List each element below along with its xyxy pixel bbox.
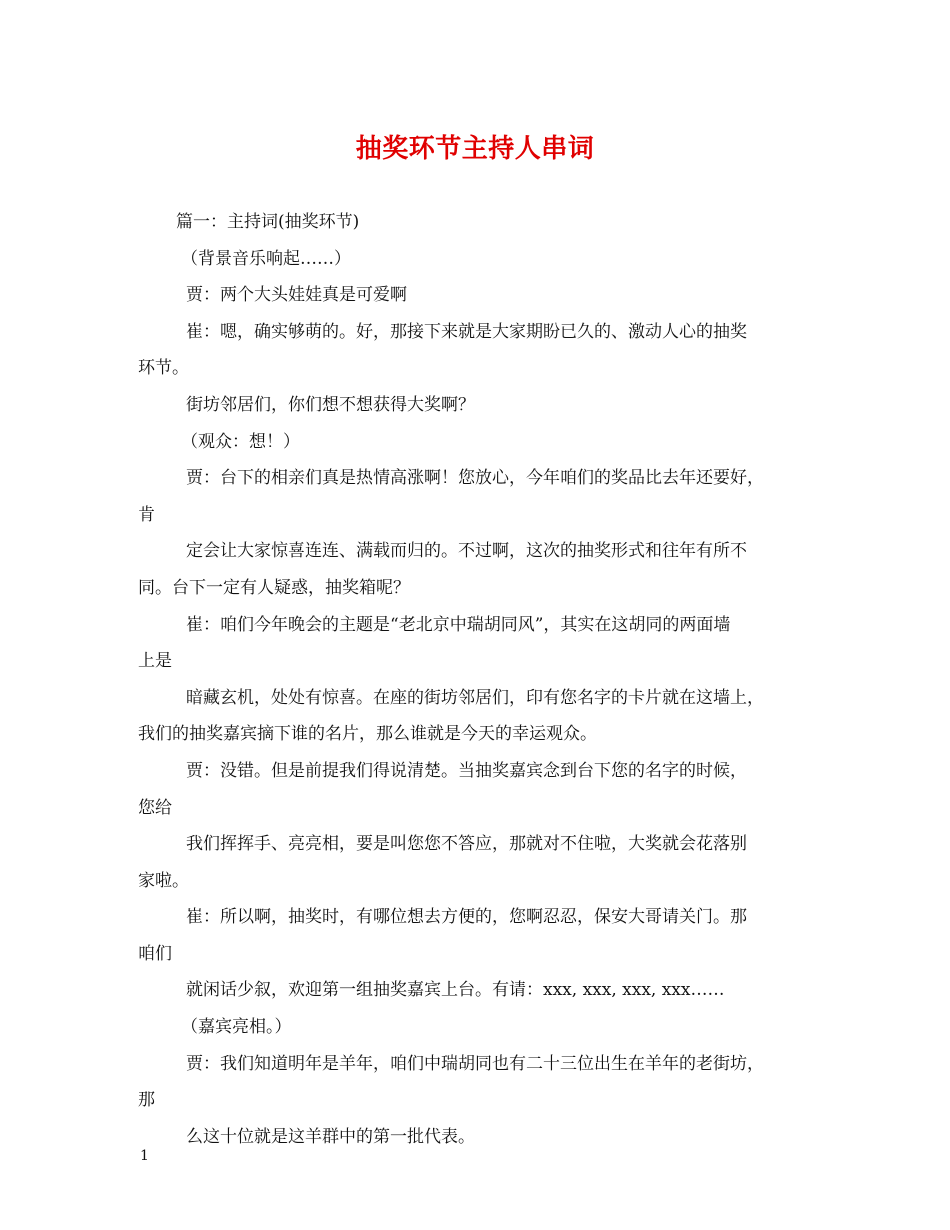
text-line: 就闲话少叙，欢迎第一组抽奖嘉宾上台。有请：xxx, xxx, xxx, xxx……: [186, 980, 725, 1001]
text-line: 么这十位就是这羊群中的第一批代表。: [186, 1126, 475, 1147]
text-line: 我们的抽奖嘉宾摘下谁的名片，那么谁就是今天的幸运观众。: [138, 724, 597, 745]
text-line: 肯: [138, 504, 155, 525]
text-line: 同。台下一定有人疑惑，抽奖箱呢？: [138, 577, 410, 598]
text-line: 我们挥挥手、亮亮相，要是叫您您不答应，那就对不住啦，大奖就会花落别: [186, 834, 747, 855]
stage-direction: （背景音乐响起……）: [181, 248, 351, 269]
text-line: 贾：没错。但是前提我们得说清楚。当抽奖嘉宾念到台下您的名字的时候，: [186, 760, 747, 781]
text-line: 崔：咱们今年晚会的主题是“老北京中瑞胡同风”，其实在这胡同的两面墙: [186, 614, 731, 635]
text-line: 街坊邻居们，你们想不想获得大奖啊？: [186, 394, 475, 415]
text-line: 您给: [138, 797, 172, 818]
text-line: 贾：两个大头娃娃真是可爱啊: [186, 285, 407, 306]
text-line: 贾：台下的相亲们真是热情高涨啊！您放心，今年咱们的奖品比去年还要好，: [186, 468, 764, 489]
text-line: 咱们: [138, 943, 172, 964]
text-line: 上是: [138, 651, 172, 672]
text-line: 暗藏玄机，处处有惊喜。在座的街坊邻居们，印有您名字的卡片就在这墙上，: [186, 687, 764, 708]
text-line: 崔：嗯，确实够萌的。好，那接下来就是大家期盼已久的、激动人心的抽奖: [186, 321, 747, 342]
text-line: 环节。: [138, 358, 189, 379]
text-line: 崔：所以啊，抽奖时，有哪位想去方便的，您啊忍忍，保安大哥请关门。那: [186, 907, 747, 928]
text-line: 那: [138, 1090, 155, 1111]
page-number: 1: [140, 1148, 149, 1164]
stage-direction: （观众：想！）: [181, 431, 300, 452]
document-title: 抽奖环节主持人串词: [355, 134, 595, 164]
text-line: 贾：我们知道明年是羊年，咱们中瑞胡同也有二十三位出生在羊年的老街坊，: [186, 1053, 764, 1074]
document-body: [138, 204, 838, 1155]
stage-direction: （嘉宾亮相。）: [181, 1017, 292, 1038]
section-heading: 篇一：主持词(抽奖环节): [176, 212, 360, 232]
text-line: 定会让大家惊喜连连、满载而归的。不过啊，这次的抽奖形式和往年有所不: [186, 541, 747, 562]
text-line: 家啦。: [138, 870, 189, 891]
